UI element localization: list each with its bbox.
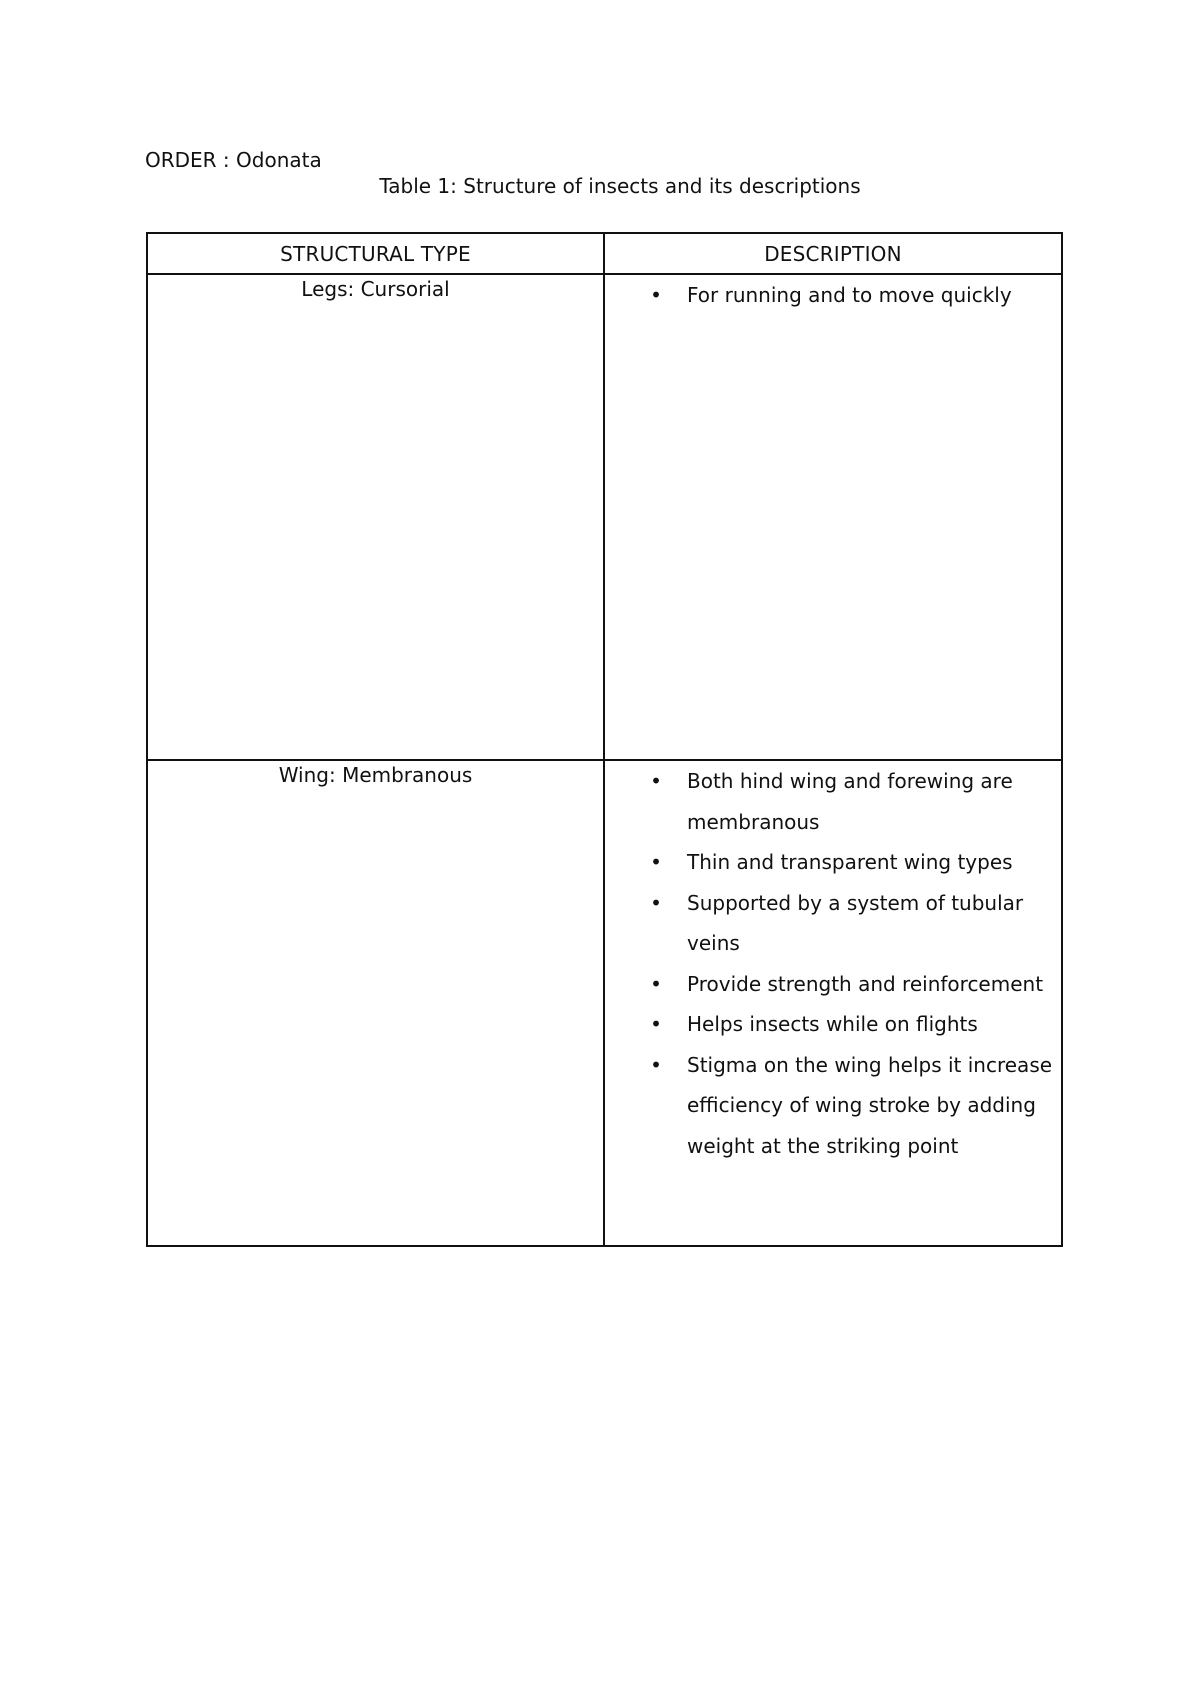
bullet-text: Both hind wing and forewing are membranous	[687, 769, 1013, 834]
list-item	[605, 1004, 1053, 1045]
list-item	[605, 883, 1053, 964]
list-item	[605, 275, 1053, 316]
bullet-text: Provide strength and reinforcement	[687, 971, 1044, 996]
table-caption: Table 1: Structure of insects and its descriptions	[379, 174, 861, 198]
bullet-icon: •	[650, 1052, 662, 1077]
bullet-icon: •	[650, 850, 662, 874]
list-item	[605, 761, 1053, 842]
bullet-icon: •	[650, 769, 662, 793]
bullet-text: Stigma on the wing helps it increase efficiency of wing stroke by adding weight at the striking point	[687, 1052, 1053, 1158]
list-item	[605, 964, 1053, 1005]
order-heading: ORDER : Odonata	[145, 148, 322, 172]
description-list	[605, 275, 1061, 316]
bullet-text: Supported by a system of tubular veins	[687, 890, 1024, 955]
bullet-text: Helps insects while on flights	[687, 1012, 978, 1036]
description-list	[605, 761, 1061, 1166]
table-row	[147, 274, 1062, 760]
bullet-icon: •	[650, 890, 662, 915]
list-item	[605, 842, 1053, 883]
type-legs-label: Legs: Cursorial	[301, 277, 450, 301]
list-item	[605, 1045, 1053, 1167]
type-cell	[147, 760, 604, 1246]
structure-table	[146, 232, 1063, 1247]
description-cell	[604, 274, 1062, 760]
table-row	[147, 760, 1062, 1246]
bullet-icon: •	[650, 1012, 662, 1036]
type-cell	[147, 274, 604, 760]
bullet-text: For running and to move quickly	[687, 283, 1012, 307]
bullet-text: Thin and transparent wing types	[687, 850, 1013, 874]
bullet-icon: •	[650, 283, 662, 307]
type-wing-label: Wing: Membranous	[278, 763, 473, 787]
header-description: DESCRIPTION	[604, 233, 1062, 274]
header-structural-type: STRUCTURAL TYPE	[147, 233, 604, 274]
bullet-icon: •	[650, 971, 662, 996]
description-cell	[604, 760, 1062, 1246]
table-header-row	[147, 233, 1062, 274]
